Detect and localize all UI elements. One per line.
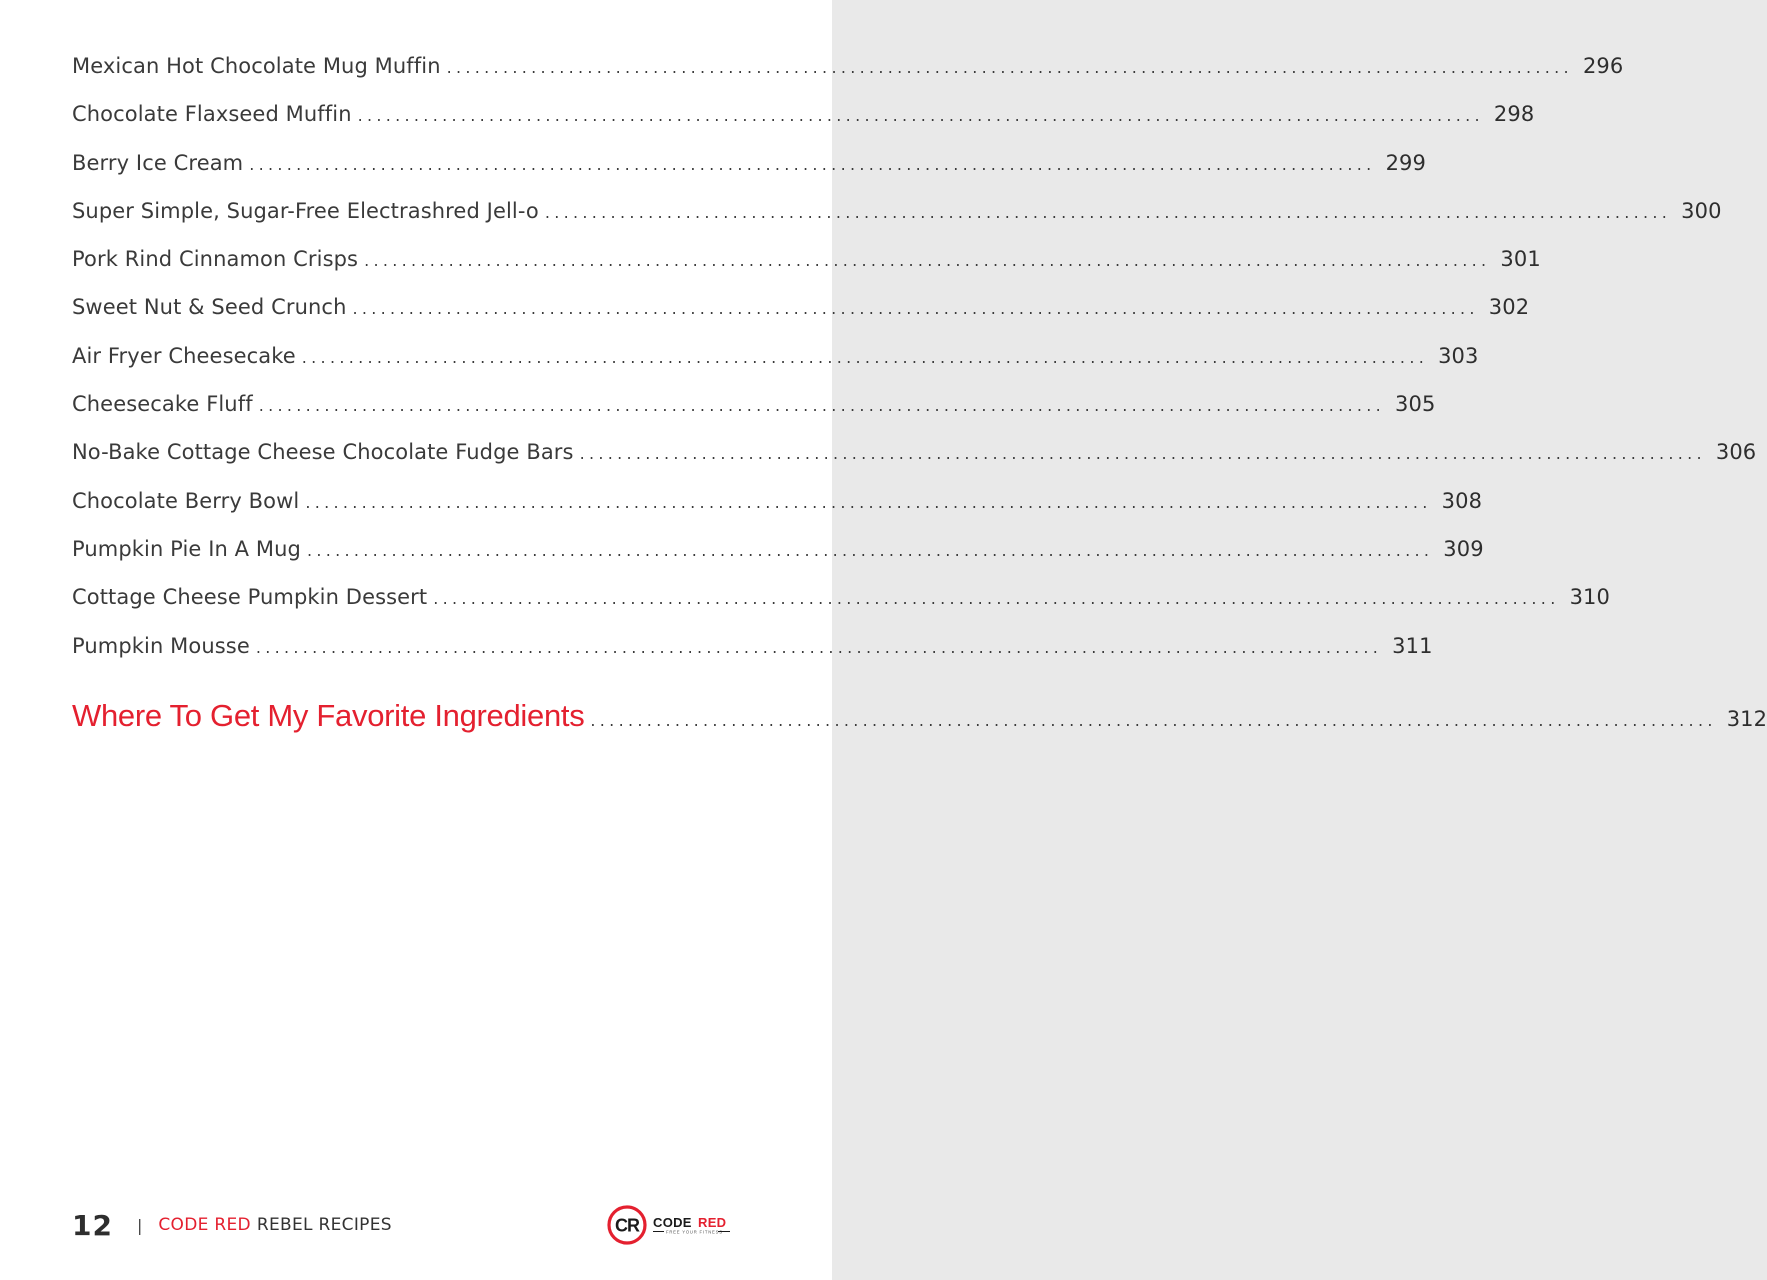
toc-entry-title: Super Simple, Sugar-Free Electrashred Jell-o — [72, 198, 539, 223]
toc-entry-page: 305 — [1395, 392, 1436, 417]
toc-entry[interactable] — [72, 247, 1541, 295]
toc-leader-dots: ........................................................................................................................ — [301, 347, 1429, 367]
toc-section-title: Where To Get My Favorite Ingredients — [72, 697, 585, 733]
toc-leader-dots: ........................................................................................................................ — [590, 710, 1717, 730]
toc-leader-dots: ........................................................................................................................ — [249, 154, 1376, 174]
toc-entry[interactable] — [72, 295, 1530, 343]
toc-leader-dots: ........................................................................................................................ — [258, 396, 1386, 416]
toc-entry[interactable] — [72, 392, 1436, 440]
toc-entry-page: 301 — [1500, 247, 1541, 272]
toc-entry-title: Sweet Nut & Seed Crunch — [72, 295, 347, 320]
toc-entry[interactable] — [72, 102, 1535, 150]
toc-entry[interactable] — [72, 440, 1757, 488]
toc-entry[interactable] — [72, 54, 1624, 102]
toc-entry-page: 298 — [1493, 102, 1535, 127]
toc-entry-page: 303 — [1438, 343, 1479, 368]
toc-entry-title: Pumpkin Mousse — [72, 633, 250, 658]
toc-leader-dots: ........................................................................................................................ — [352, 299, 1479, 319]
svg-text:CODE: CODE — [653, 1215, 692, 1230]
toc-section-heading[interactable] — [72, 697, 1767, 748]
toc-entry-title: Pumpkin Pie In A Mug — [72, 536, 301, 561]
toc-entry[interactable] — [72, 198, 1722, 247]
svg-text:FREE YOUR FITNESS: FREE YOUR FITNESS — [666, 1229, 723, 1235]
svg-text:RED: RED — [698, 1215, 727, 1230]
toc-entry[interactable] — [72, 488, 1483, 537]
toc-entry-title: Cottage Cheese Pumpkin Dessert — [72, 585, 428, 610]
toc-entry-title: Berry Ice Cream — [72, 150, 244, 175]
book-title-rest: REBEL RECIPES — [256, 1215, 392, 1235]
toc-entry[interactable] — [72, 343, 1479, 392]
code-red-logo — [606, 1203, 746, 1247]
toc-entry[interactable] — [72, 536, 1484, 585]
toc-entry-title: Cheesecake Fluff — [72, 392, 253, 417]
toc-entry-title: No-Bake Cottage Cheese Chocolate Fudge Bars — [72, 440, 574, 465]
toc-entry-page: 310 — [1569, 585, 1610, 610]
toc-entry-title: Chocolate Flaxseed Muffin — [72, 102, 352, 127]
toc-leader-dots: ........................................................................................................................ — [306, 540, 1434, 560]
toc-entry[interactable] — [72, 150, 1426, 199]
toc-entry-page: 299 — [1385, 150, 1426, 175]
book-title-highlight: CODE RED — [158, 1215, 251, 1235]
toc-entry-page: 306 — [1715, 440, 1757, 465]
page-footer — [72, 1200, 746, 1250]
toc-leader-dots: ........................................................................................................................ — [579, 444, 1706, 464]
toc-entry-title: Mexican Hot Chocolate Mug Muffin — [72, 54, 441, 78]
toc-leader-dots: ........................................................................................................................ — [305, 492, 1432, 512]
toc-leader-dots: ........................................................................................................................ — [544, 202, 1672, 222]
toc-leader-dots: ........................................................................................................................ — [364, 251, 1491, 271]
code-red-logo-icon — [606, 1203, 746, 1247]
table-of-contents — [72, 54, 1767, 748]
page-number: 12 — [72, 1208, 113, 1242]
toc-entry-page: 300 — [1681, 198, 1722, 223]
toc-section-page: 312 — [1726, 706, 1767, 731]
toc-leader-dots: ........................................................................................................................ — [446, 58, 1573, 77]
toc-leader-dots: ........................................................................................................................ — [357, 106, 1484, 126]
toc-entry-title: Chocolate Berry Bowl — [72, 488, 300, 513]
toc-leader-dots: ........................................................................................................................ — [255, 637, 1383, 657]
toc-entry-page: 309 — [1443, 536, 1484, 561]
toc-entry-page: 308 — [1441, 488, 1483, 513]
toc-entry-title: Air Fryer Cheesecake — [72, 343, 296, 368]
toc-entry-page: 302 — [1488, 295, 1530, 320]
footer-separator: | — [136, 1215, 143, 1235]
toc-leader-dots: ........................................................................................................................ — [433, 589, 1560, 609]
toc-entry[interactable] — [72, 585, 1610, 633]
toc-entry-page: 296 — [1582, 54, 1624, 78]
toc-entry-page: 311 — [1392, 633, 1433, 658]
toc-entry[interactable] — [72, 633, 1433, 682]
svg-text:CR: CR — [615, 1215, 639, 1236]
toc-entry-title: Pork Rind Cinnamon Crisps — [72, 247, 359, 272]
